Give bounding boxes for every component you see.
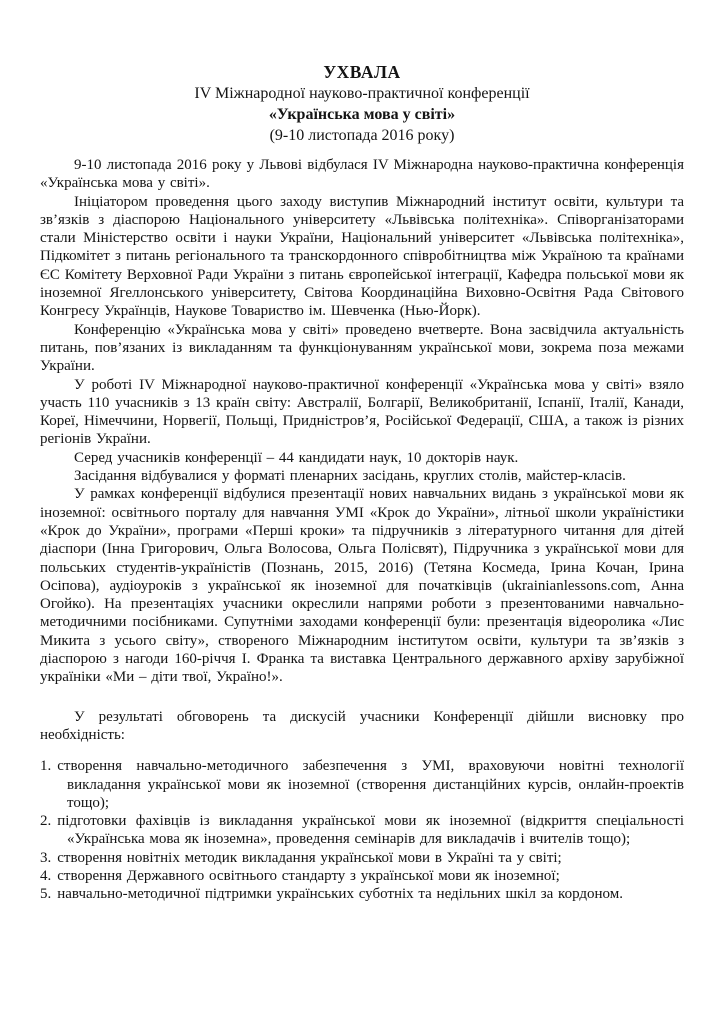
doc-subtitle-conference: IV Міжнародної науково-практичної конференції [194, 85, 530, 102]
paragraph-participants: У роботі IV Міжнародної науково-практичної конференції «Українська мова у світі» взяло участь 110 учасників з 13 країн світу: Австралії, Болгарії, Великобританії, Іспанії, Італії, Канади, Кореї, Німеччини, Норвегії, Польщі, Придністров’я, Російської Федерації, США, а також із різних регіонів України. [40, 376, 684, 448]
resolution-number: 2. [40, 813, 52, 830]
doc-subtitle-date: (9-10 листопада 2016 року) [269, 127, 455, 144]
resolution-item-5 [40, 885, 684, 903]
resolution-text: створення новітніх методик викладання української мови в Україні та у світі; [57, 849, 562, 866]
resolution-item-3 [40, 849, 684, 867]
resolution-number: 5. [40, 886, 52, 903]
document-header [40, 62, 684, 146]
paragraph-intro: 9-10 листопада 2016 року у Львові відбулася IV Міжнародна науково-практична конференція «Українська мова у світі». [40, 157, 684, 192]
resolution-number: 1. [40, 758, 52, 775]
resolution-text: створення Державного освітнього стандарту з української мови як іноземної; [57, 867, 560, 884]
paragraph-fourth-time: Конференцію «Українська мова у світі» проведено вчетверте. Вона засвідчила актуальність питань, пов’язаних із викладанням та функціонуванням української мови, зокрема поза межами України. [40, 321, 684, 375]
resolution-text: навчально-методичної підтримки українських суботніх та недільних шкіл за кордоном. [57, 886, 623, 903]
resolution-list [40, 757, 684, 903]
resolution-number: 4. [40, 867, 52, 884]
resolution-text: створення навчально-методичного забезпечення з УМІ, враховуючи новітні технології викладання української мови як іноземної (створення дистанційних курсів, онлайн-проектів тощо); [57, 758, 684, 811]
resolution-item-2 [40, 812, 684, 849]
resolution-text: підготовки фахівців із викладання української мови як іноземної (відкриття спеціальності «Українська мова як іноземна», проведення семінарів для викладачів і вчителів тощо); [57, 813, 684, 848]
doc-subtitle-name: «Українська мова у світі» [268, 106, 456, 123]
paragraph-scholars: Серед учасників конференції – 44 кандидати наук, 10 докторів наук. [74, 449, 519, 466]
paragraph-organizers: Ініціатором проведення цього заходу виступив Міжнародний інститут освіти, культури та зв’язків з діаспорою Національного університету «Львівська політехніка». Співорганізаторами стали Міністерство освіти і науки України, Національний університет «Львівська політехніка», Підкомітет з питань регіонального та транскордонного співробітництва між Україною та країнами ЄС Комітету Верховної Ради України з питань європейської інтеграції, Кафедра польської мови як іноземної Ягеллонського університету, Світова Координаційна Виховно-Освітня Рада Світового Конгресу Українців, Наукове Товариство ім. Шевченка (Нью-Йорк). [40, 193, 684, 320]
doc-title: УХВАЛА [323, 62, 401, 82]
resolution-number: 3. [40, 849, 52, 866]
paragraph-conclusion: У результаті обговорень та дискусій учасники Конференції дійшли висновку про необхідність: [40, 708, 684, 743]
resolution-item-1 [40, 757, 684, 812]
paragraph-sessions: Засідання відбувалися у форматі пленарних засідань, круглих столів, майстер-класів. [74, 468, 626, 485]
resolution-item-4 [40, 867, 684, 885]
paragraph-presentations: У рамках конференції відбулися презентації нових навчальних видань з української мови як іноземної: освітнього порталу для навчання УМІ «Крок до України», літньої школи україністики «Крок до України», програми «Перші кроки» та підручників з літературного читання для дітей діаспори (Інна Григорович, Ольга Волосова, Ольга Полісвят), Підручника з української мови для польських студентів-україністів (Познань, 2015, 2016) (Тетяна Космеда, Ірина Кочан, Ірина Осіпова), аудіоуроків з української як іноземної для початківців (ukrainianlessons.com, Анна Огойко). На презентаціях учасники окреслили напрями роботи з презентованими навчально-методичними посібниками. Супутніми заходами конференції були: презентація відеоролика «Лис Микита з усього світу», створеного Міжнародним інститутом освіти, культури та зв’язків з діаспорою з нагоди 160-річчя І. Франка та виставка Центрального державного архіву зарубіжної україніки «Ми – діти твої, Україно!». [40, 486, 684, 686]
